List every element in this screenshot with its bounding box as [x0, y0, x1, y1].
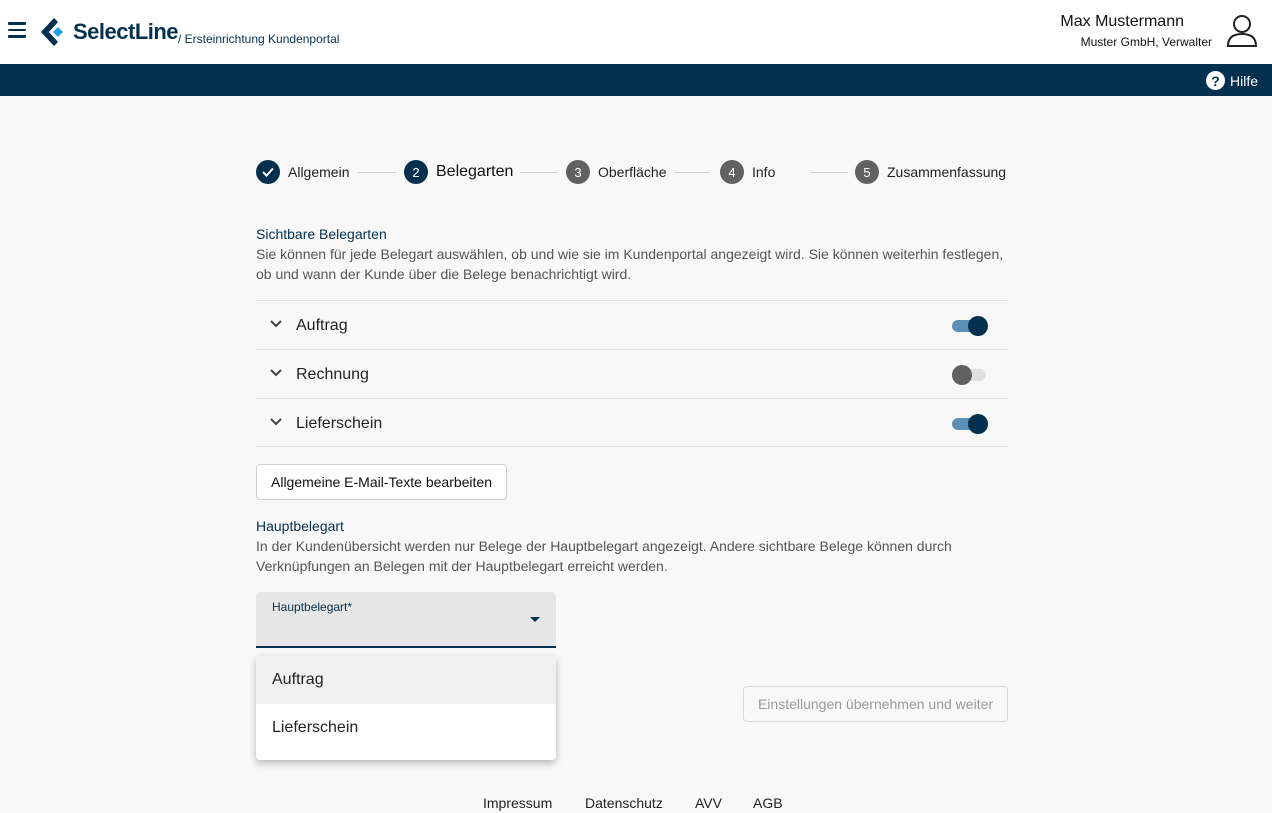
step-info[interactable]: [720, 160, 775, 184]
step-connector: [674, 172, 710, 173]
user-name: Max Mustermann: [1060, 13, 1184, 30]
hamburger-menu-icon[interactable]: [8, 22, 26, 40]
user-account-icon[interactable]: [1226, 14, 1258, 48]
visible-types-description: Sie können für jede Belegart auswählen, ob und wie sie im Kundenportal angezeigt wird. Sie können weiterhin festlegen, ob und wann der Kunde über die Belege benachrichtigt wird.: [256, 246, 1004, 282]
step-label: Oberfläche: [598, 164, 667, 180]
step-number: 5: [855, 160, 879, 184]
step-zusammenfassung[interactable]: [855, 160, 1006, 184]
breadcrumb: / Ersteinrichtung Kundenportal: [178, 32, 340, 46]
main-type-title: Hauptbelegart: [256, 518, 344, 534]
step-allgemein[interactable]: [256, 160, 349, 184]
main-type-select[interactable]: [256, 592, 556, 648]
toggle-rechnung[interactable]: [952, 365, 988, 385]
accordion-label: Auftrag: [296, 317, 348, 334]
step-oberflaeche[interactable]: [566, 160, 666, 184]
main-type-dropdown: [256, 656, 556, 760]
top-bar: [0, 0, 1272, 64]
step-connector: [358, 172, 396, 173]
step-label: Allgemein: [288, 164, 350, 180]
accordion-label: Lieferschein: [296, 415, 383, 432]
wizard-stepper: [256, 160, 1008, 184]
chevron-down-icon: [270, 368, 282, 378]
step-connector: [810, 172, 848, 173]
accordion-lieferschein[interactable]: [256, 398, 1008, 447]
user-organization: Muster GmbH, Verwalter: [1080, 35, 1212, 49]
step-label: Zusammenfassung: [887, 164, 1007, 180]
footer-datenschutz[interactable]: Datenschutz: [585, 795, 663, 811]
step-number: 3: [566, 160, 590, 184]
step-number: 2: [404, 160, 428, 184]
step-number: 4: [720, 160, 744, 184]
accordion-auftrag[interactable]: [256, 300, 1008, 349]
dropdown-arrow-icon: [530, 617, 540, 622]
edit-email-texts-button[interactable]: Allgemeine E-Mail-Texte bearbeiten: [256, 464, 507, 500]
brand-name[interactable]: SelectLine: [73, 19, 179, 44]
submit-next-button[interactable]: Einstellungen übernehmen und weiter: [743, 686, 1008, 722]
accordion-label: Rechnung: [296, 366, 369, 383]
toggle-lieferschein[interactable]: [952, 414, 988, 434]
chevron-down-icon: [270, 417, 282, 427]
step-belegarten[interactable]: [404, 160, 513, 184]
main-type-description: In der Kundenübersicht werden nur Belege der Hauptbelegart angezeigt. Andere sichtbare Belege können durch Verknüpfungen an Belegen mit der Hauptbelegart erreicht werden.: [256, 538, 952, 574]
check-icon: [256, 160, 280, 184]
accordion-rechnung[interactable]: [256, 349, 1008, 398]
help-link[interactable]: [1206, 71, 1258, 90]
footer-avv[interactable]: AVV: [695, 795, 722, 811]
step-connector: [520, 172, 558, 173]
select-label: Hauptbelegart*: [272, 600, 353, 614]
footer-agb[interactable]: AGB: [753, 795, 783, 811]
help-label: Hilfe: [1229, 72, 1258, 89]
option-lieferschein[interactable]: Lieferschein: [272, 719, 359, 736]
toggle-auftrag[interactable]: [952, 316, 988, 336]
help-icon: ?: [1206, 71, 1225, 90]
visible-types-title: Sichtbare Belegarten: [256, 226, 387, 242]
chevron-down-icon: [270, 319, 282, 329]
nav-bar: [0, 64, 1272, 96]
step-label: Info: [752, 164, 776, 180]
option-auftrag[interactable]: Auftrag: [256, 656, 556, 704]
selectline-logo-icon: [41, 18, 67, 46]
footer-impressum[interactable]: Impressum: [483, 795, 553, 811]
step-label: Belegarten: [436, 163, 514, 180]
